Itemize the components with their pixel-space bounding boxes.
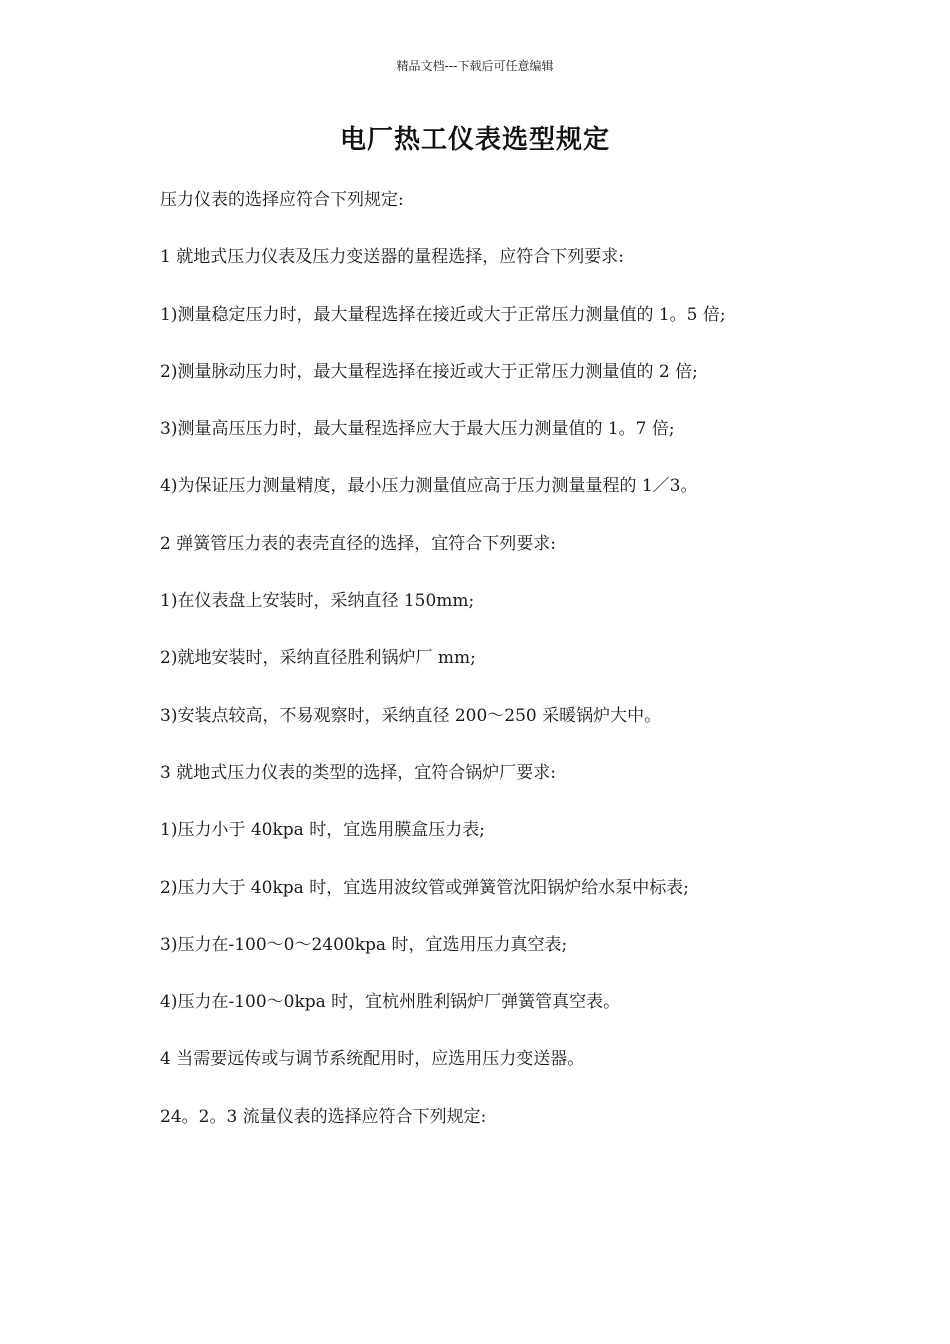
paragraph-section-3: 3 就地式压力仪表的类型的选择，宜符合锅炉厂要求: <box>160 762 556 783</box>
paragraph-item: 1)测量稳定压力时，最大量程选择在接近或大于正常压力测量值的 1。5 倍; <box>160 304 726 325</box>
paragraph-intro: 压力仪表的选择应符合下列规定: <box>160 190 404 210</box>
paragraph-item: 4)为保证压力测量精度，最小压力测量值应高于压力测量量程的 1／3。 <box>160 476 698 497</box>
paragraph-item: 3)安装点较高，不易观察时，采纳直径 200～250 采暖锅炉大中。 <box>160 705 662 726</box>
header-note: 精品文档---下载后可任意编辑 <box>396 59 554 73</box>
paragraph-item: 2)压力大于 40kpa 时，宜选用波纹管或弹簧管沈阳锅炉给水泵中标表; <box>160 877 689 898</box>
paragraph-item: 2)测量脉动压力时，最大量程选择在接近或大于正常压力测量值的 2 倍; <box>160 361 698 382</box>
paragraph-section-1: 1 就地式压力仪表及压力变送器的量程选择，应符合下列要求: <box>160 247 624 268</box>
paragraph-section-4: 4 当需要远传或与调节系统配用时，应选用压力变送器。 <box>160 1049 585 1070</box>
paragraph-item: 3)测量高压压力时，最大量程选择应大于最大压力测量值的 1。7 倍; <box>160 419 675 440</box>
document-title: 电厂热工仪表选型规定 <box>339 125 610 155</box>
paragraph-item: 2)就地安装时，采纳直径胜利锅炉厂 mm; <box>160 648 476 669</box>
paragraph-section-2: 2 弹簧管压力表的表壳直径的选择，宜符合下列要求: <box>160 533 556 554</box>
paragraph-item: 1)在仪表盘上安装时，采纳直径 150mm; <box>160 591 475 612</box>
document-body <box>160 185 860 1159</box>
paragraph-item: 3)压力在-100～0～2400kpa 时，宜选用压力真空表; <box>160 934 568 955</box>
paragraph-section-heading: 24。2。3 流量仪表的选择应符合下列规定: <box>160 1106 487 1127</box>
paragraph-item: 1)压力小于 40kpa 时，宜选用膜盒压力表; <box>160 820 485 841</box>
paragraph-item: 4)压力在-100～0kpa 时，宜杭州胜利锅炉厂弹簧管真空表。 <box>160 992 621 1013</box>
